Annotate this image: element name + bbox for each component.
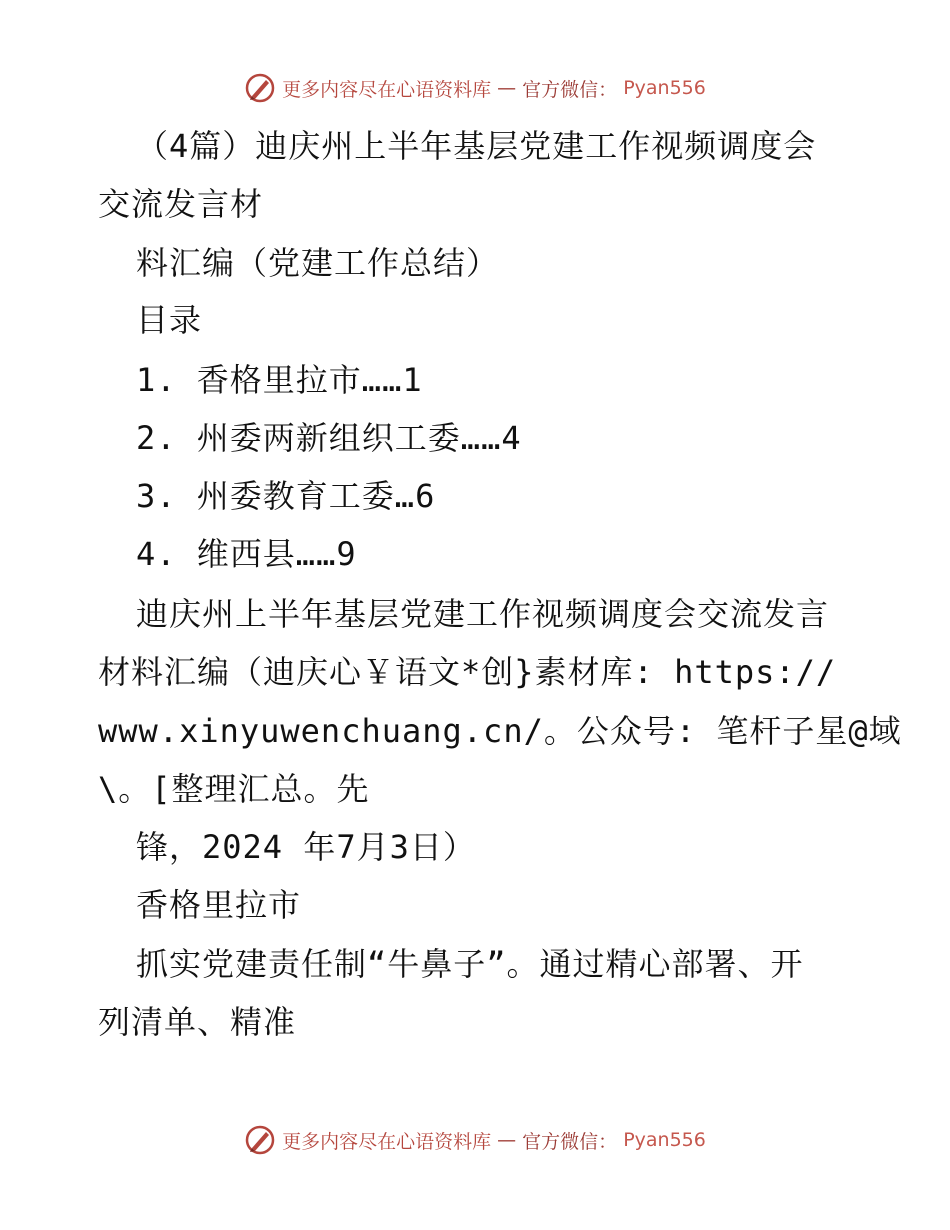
intro-line-5: 锋，2024 年7月3日） [136,828,476,866]
toc-heading: 目录 [136,301,203,339]
intro-line-1: 迪庆州上半年基层党建工作视频调度会交流发言 [136,595,830,633]
banner-wechat-id: Pyan556 [623,1129,706,1151]
doc-title-line-3: 料汇编（党建工作总结） [136,244,500,282]
banner-site-text: 更多内容尽在心语资料库 [282,1130,492,1153]
banner-wechat-id: Pyan556 [623,77,706,99]
toc-item-1: 1. 香格里拉市……1 [136,361,423,399]
header-banner [0,72,950,104]
section-heading: 香格里拉市 [136,886,302,924]
body-line-1: 抓实党建责任制“牛鼻子”。通过精心部署、开 [136,945,804,983]
doc-title-line-2: 交流发言材 [98,185,264,223]
banner-dash: — [497,77,517,99]
banner-site-text: 更多内容尽在心语资料库 [282,78,492,101]
pen-logo-icon [244,1124,276,1156]
doc-title-line-1: （4篇）迪庆州上半年基层党建工作视频调度会 [136,127,817,165]
toc-item-4: 4. 维西县……9 [136,535,357,573]
body-line-2: 列清单、精准 [98,1003,297,1041]
intro-line-4: \。[整理汇总。先 [98,770,370,808]
intro-line-2: 材料汇编（迪庆心￥语文*创}素材库: https:// [98,653,837,691]
footer-banner [0,1124,950,1156]
banner-dash: — [497,1129,517,1151]
toc-item-3: 3. 州委教育工委…6 [136,477,436,515]
intro-line-3: www.xinyuwenchuang.cn/。公众号: 笔杆子星@域 [98,712,902,750]
pen-logo-icon [244,72,276,104]
banner-wechat-label: 官方微信： [522,78,618,101]
banner-wechat-label: 官方微信： [522,1130,618,1153]
toc-item-2: 2. 州委两新组织工委……4 [136,419,522,457]
